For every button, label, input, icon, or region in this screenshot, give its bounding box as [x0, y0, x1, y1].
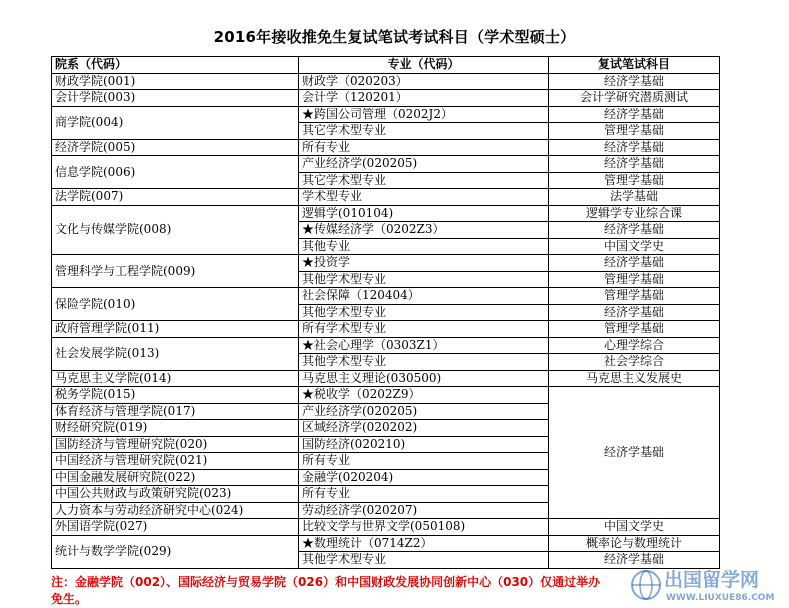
subject-cell: 经济学基础: [549, 156, 720, 173]
subject-cell: 社会学综合: [549, 354, 720, 371]
table-row: [52, 535, 720, 552]
dept-cell: 会计学院(003): [52, 90, 299, 107]
subject-cell: 逻辑学专业综合课: [549, 205, 720, 222]
major-cell: 会计学（120201）: [299, 90, 549, 107]
major-cell: 所有专业: [299, 139, 549, 156]
major-cell: 学术型专业: [299, 189, 549, 206]
dept-cell: 财经研究院(019): [52, 420, 299, 437]
major-cell: 国防经济(020210): [299, 436, 549, 453]
subject-cell: 中国文学史: [549, 238, 720, 255]
watermark-text: 出国留学网: [664, 569, 760, 591]
major-cell: ★社会心理学（0303Z1）: [299, 337, 549, 354]
table-row: [52, 189, 720, 206]
dept-cell: 国防经济与管理研究院(020): [52, 436, 299, 453]
dept-cell: 中国经济与管理研究院(021): [52, 453, 299, 470]
subject-cell: 经济学基础: [549, 139, 720, 156]
subject-cell: 会计学研究潜质测试: [549, 90, 720, 107]
major-cell: ★跨国公司管理（0202J2）: [299, 106, 549, 123]
dept-cell: 体育经济与管理学院(017): [52, 403, 299, 420]
major-cell: 其他学术型专业: [299, 271, 549, 288]
table-row: [52, 288, 720, 305]
table-row: [52, 73, 720, 90]
dept-cell: 保险学院(010): [52, 288, 299, 321]
dept-cell: 马克思主义学院(014): [52, 370, 299, 387]
footnote-line-1: 注：金融学院（002）、国际经济与贸易学院（026）和中国财政发展协同创新中心（030）仅通过举办: [51, 575, 601, 589]
dept-cell: 信息学院(006): [52, 156, 299, 189]
major-cell: ★投资学: [299, 255, 549, 272]
subject-cell: 经济学基础: [549, 255, 720, 272]
subject-cell: 心理学综合: [549, 337, 720, 354]
major-cell: 马克思主义理论(030500): [299, 370, 549, 387]
major-cell: 其他专业: [299, 238, 549, 255]
shared-subject-cell: 经济学基础: [549, 387, 720, 519]
subject-cell: 经济学基础: [549, 73, 720, 90]
subject-cell: 法学基础: [549, 189, 720, 206]
page-title: 2016年接收推免生复试笔试考试科目（学术型硕士）: [213, 28, 576, 46]
dept-cell: 外国语学院(027): [52, 519, 299, 536]
table-row: [52, 387, 720, 404]
table-row: [52, 156, 720, 173]
major-cell: 其他学术型专业: [299, 354, 549, 371]
major-cell: 所有专业: [299, 453, 549, 470]
dept-cell: 文化与传媒学院(008): [52, 205, 299, 255]
footnote: [51, 574, 651, 608]
subject-cell: 管理学基础: [549, 321, 720, 338]
dept-cell: 社会发展学院(013): [52, 337, 299, 370]
major-cell: 金融学(020204): [299, 469, 549, 486]
table-row: [52, 321, 720, 338]
exam-subject-table: [51, 56, 720, 569]
globe-icon: [632, 571, 660, 599]
subject-cell: 概率论与数理统计: [549, 535, 720, 552]
subject-cell: 经济学基础: [549, 106, 720, 123]
header-dept: 院系（代码）: [52, 57, 299, 74]
major-cell: 区域经济学(020202): [299, 420, 549, 437]
table-row: [52, 90, 720, 107]
dept-cell: 中国金融发展研究院(022): [52, 469, 299, 486]
site-watermark: [630, 566, 786, 604]
major-cell: ★传媒经济学（0202Z3）: [299, 222, 549, 239]
dept-cell: 统计与数学学院(029): [52, 535, 299, 568]
table-row: [52, 205, 720, 222]
table-row: [52, 337, 720, 354]
major-cell: 所有专业: [299, 486, 549, 503]
table-row: [52, 519, 720, 536]
table-row: [52, 106, 720, 123]
footnote-line-2: 免生。: [51, 592, 88, 606]
major-cell: ★数理统计（0714Z2）: [299, 535, 549, 552]
major-cell: 其他学术型专业: [299, 552, 549, 569]
subject-cell: 经济学基础: [549, 222, 720, 239]
dept-cell: 财政学院(001): [52, 73, 299, 90]
major-cell: 其它学术型专业: [299, 172, 549, 189]
major-cell: 产业经济学(020205): [299, 403, 549, 420]
major-cell: 逻辑学(010104): [299, 205, 549, 222]
major-cell: ★税收学（0202Z9）: [299, 387, 549, 404]
major-cell: 其它学术型专业: [299, 123, 549, 140]
major-cell: 财政学（020203）: [299, 73, 549, 90]
watermark-url: WWW.LIUXUE86.COM: [666, 593, 775, 603]
dept-cell: 管理科学与工程学院(009): [52, 255, 299, 288]
dept-cell: 中国公共财政与政策研究院(023): [52, 486, 299, 503]
subject-cell: 经济学基础: [549, 304, 720, 321]
dept-cell: 商学院(004): [52, 106, 299, 139]
header-major: 专业（代码）: [299, 57, 549, 74]
subject-cell: 管理学基础: [549, 271, 720, 288]
dept-cell: 政府管理学院(011): [52, 321, 299, 338]
subject-cell: 管理学基础: [549, 288, 720, 305]
header-subject: 复试笔试科目: [549, 57, 720, 74]
subject-cell: 中国文学史: [549, 519, 720, 536]
subject-cell: 马克思主义发展史: [549, 370, 720, 387]
major-cell: 产业经济学(020205): [299, 156, 549, 173]
subject-cell: 经济学基础: [549, 552, 720, 569]
table-header-row: [52, 57, 720, 74]
dept-cell: 税务学院(015): [52, 387, 299, 404]
dept-cell: 法学院(007): [52, 189, 299, 206]
subject-cell: 管理学基础: [549, 123, 720, 140]
major-cell: 其他学术型专业: [299, 304, 549, 321]
table-body: [52, 73, 720, 568]
dept-cell: 人力资本与劳动经济研究中心(024): [52, 502, 299, 519]
table-row: [52, 139, 720, 156]
major-cell: 社会保障（120404）: [299, 288, 549, 305]
major-cell: 比较文学与世界文学(050108): [299, 519, 549, 536]
dept-cell: 经济学院(005): [52, 139, 299, 156]
major-cell: 所有学术型专业: [299, 321, 549, 338]
subject-cell: 管理学基础: [549, 172, 720, 189]
major-cell: 劳动经济学(020207): [299, 502, 549, 519]
table-row: [52, 255, 720, 272]
table-row: [52, 370, 720, 387]
